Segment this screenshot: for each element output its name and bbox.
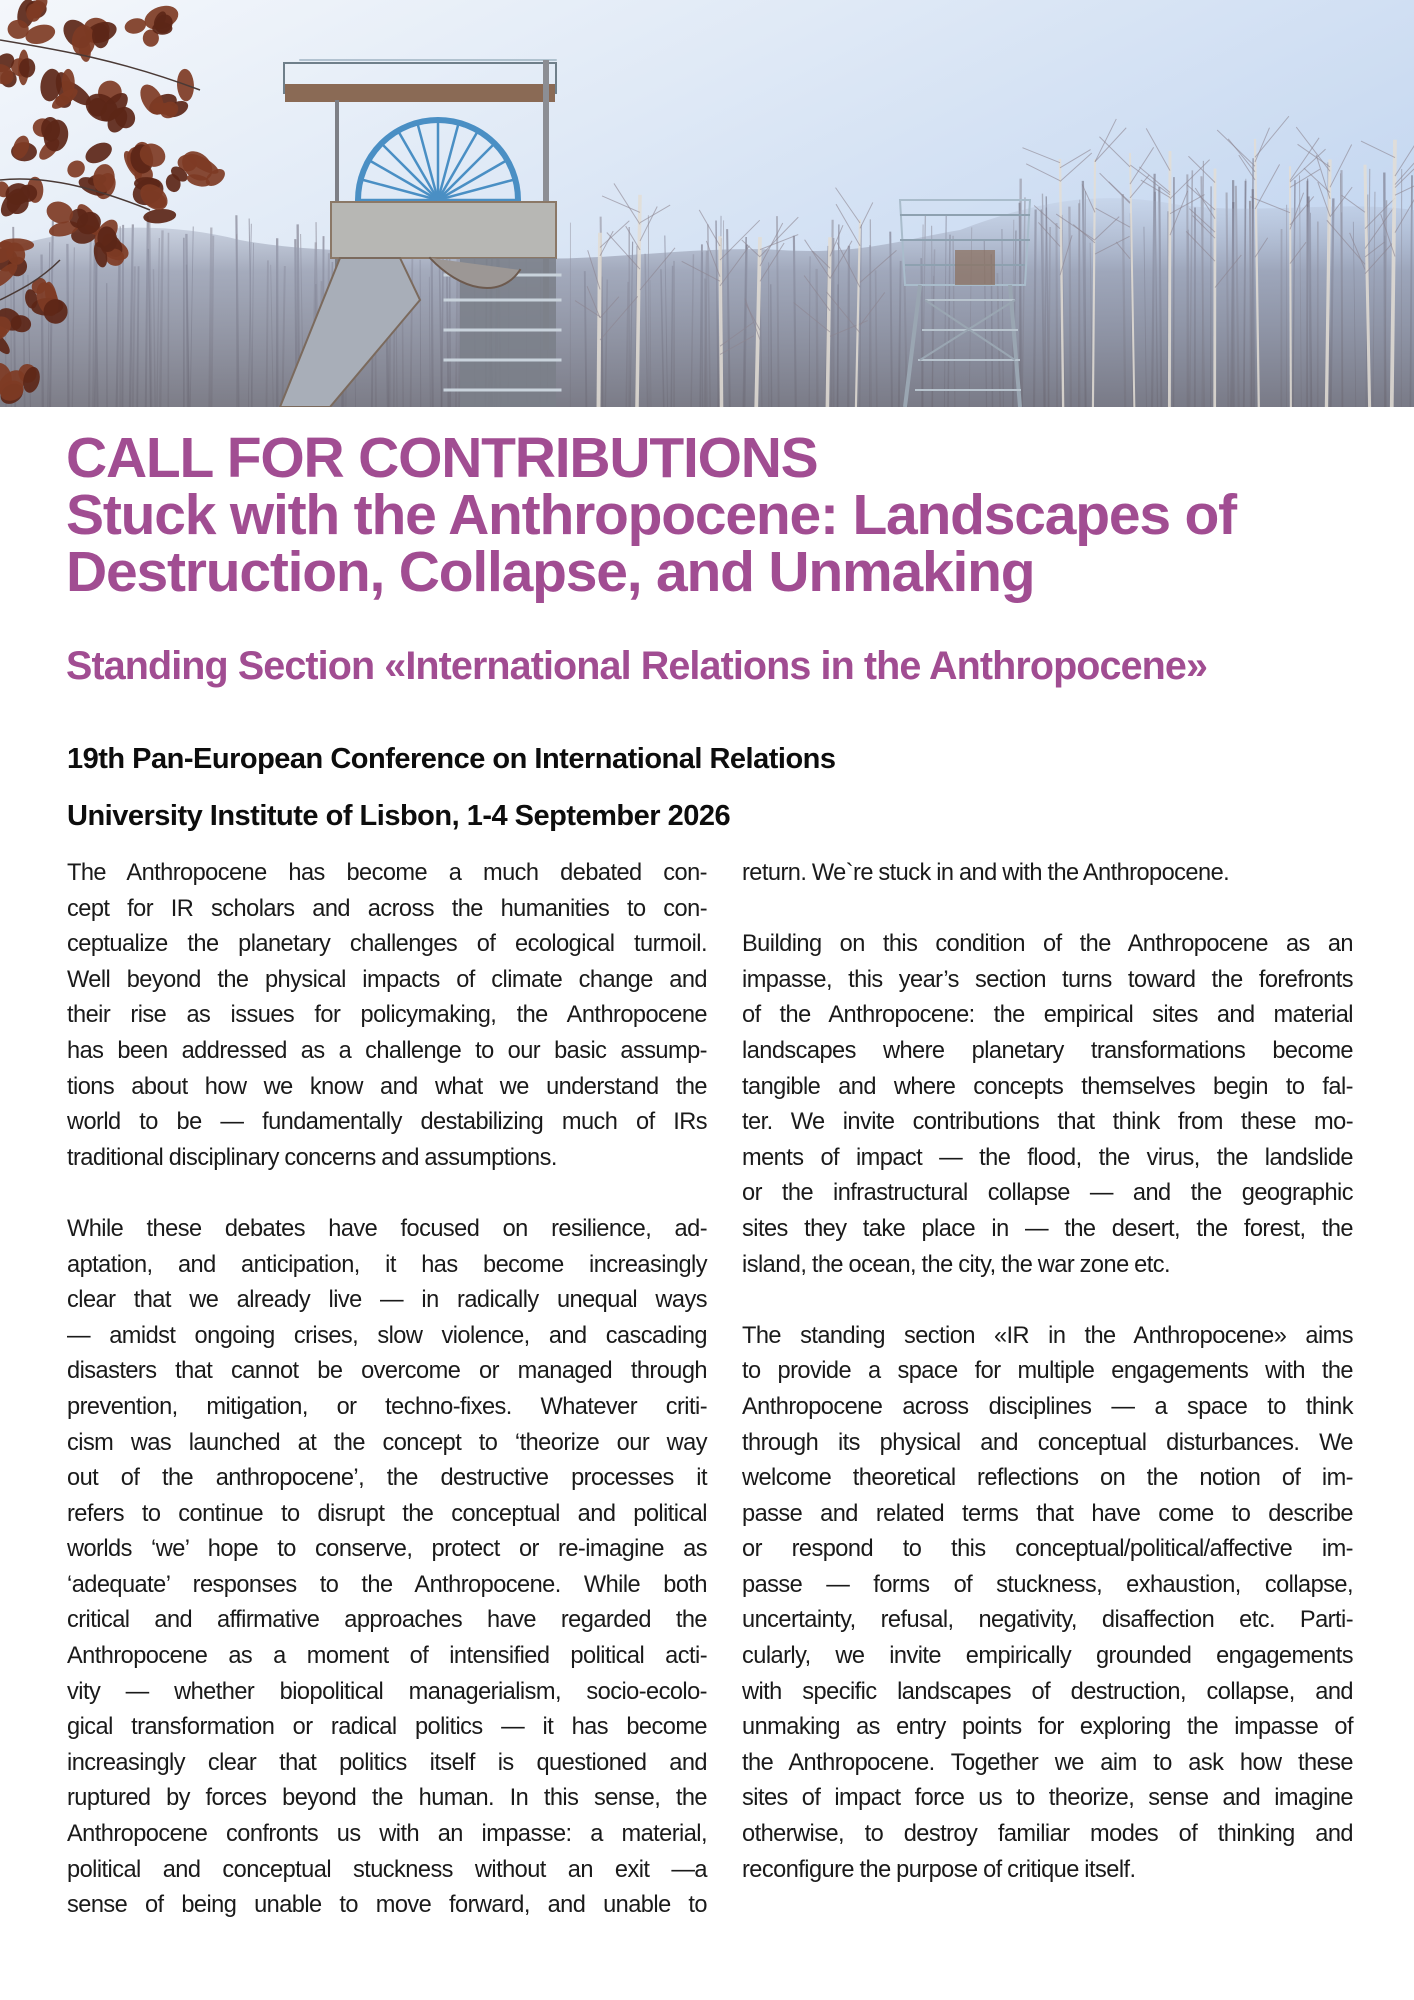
text-line: landscapes where planetary transformations become (742, 1037, 1353, 1064)
paragraph (67, 856, 707, 1176)
text-line: cism was launched at the concept to ‘theorize our way (67, 1429, 707, 1456)
hero-photo (0, 0, 1414, 407)
text-line: or the infrastructural collapse — and the geographic (742, 1180, 1353, 1207)
text-line: tangible and where concepts themselves begin to fal- (742, 1073, 1353, 1100)
text-line: disasters that cannot be overcome or managed through (67, 1358, 707, 1385)
text-line: ments of impact — the flood, the virus, the landslide (742, 1144, 1353, 1171)
text-line: their rise as issues for policymaking, the Anthropocene (67, 1002, 707, 1029)
text-line: Anthropocene confronts us with an impasse: a material, (67, 1821, 707, 1848)
text-line: While these debates have focused on resilience, ad- (67, 1215, 707, 1242)
text-line: prevention, mitigation, or techno-fixes. Whatever criti- (67, 1393, 707, 1420)
text-line: ‘adequate’ responses to the Anthropocene. While both (67, 1571, 707, 1598)
text-line: ceptualize the planetary challenges of ecological turmoil. (67, 931, 707, 958)
text-line: Anthropocene as a moment of intensified political acti- (67, 1643, 707, 1670)
text-line: gical transformation or radical politics — it has become (67, 1714, 707, 1741)
text-line: cularly, we invite empirically grounded engagements (742, 1643, 1353, 1670)
text-line: uncertainty, refusal, negativity, disaffection etc. Parti- (742, 1607, 1353, 1634)
text-line: passe and related terms that have come to describe (742, 1500, 1353, 1527)
text-line: Anthropocene across disciplines — a space to think (742, 1393, 1353, 1420)
text-line: clear that we already live — in radically unequal ways (67, 1287, 707, 1314)
text-line: the Anthropocene. Together we aim to ask how these (742, 1749, 1353, 1776)
event-title-line: Stuck with the Anthropocene: Landscapes of (66, 483, 1236, 547)
paragraph (742, 856, 1353, 892)
text-line: Building on this condition of the Anthropocene as an (742, 931, 1353, 958)
standing-section-heading: Standing Section «International Relations in the Anthropocene» (66, 644, 1208, 688)
text-line: to provide a space for multiple engagements with the (742, 1358, 1353, 1385)
text-line: ter. We invite contributions that think from these mo- (742, 1109, 1353, 1136)
text-line: worlds ‘we’ hope to conserve, protect or re-imagine as (67, 1536, 707, 1563)
text-line: reconfigure the purpose of critique itself. (742, 1856, 1136, 1883)
text-line: critical and affirmative approaches have regarded the (67, 1607, 707, 1634)
text-line: or respond to this conceptual/political/affective im- (742, 1536, 1353, 1563)
text-line: refers to continue to disrupt the conceptual and political (67, 1500, 707, 1527)
text-line: vity — whether biopolitical managerialism, socio-ecolo- (67, 1678, 707, 1705)
text-line: sense of being unable to move forward, and unable to (67, 1892, 707, 1919)
text-line: impasse, this year’s section turns toward the forefronts (742, 966, 1353, 993)
text-line: welcome theoretical reflections on the notion of im- (742, 1465, 1353, 1492)
text-line: of the Anthropocene: the empirical sites and material (742, 1002, 1353, 1029)
text-line: tions about how we know and what we understand the (67, 1073, 707, 1100)
text-line: world to be — fundamentally destabilizing much of IRs (67, 1109, 707, 1136)
text-line: with specific landscapes of destruction, collapse, and (742, 1678, 1353, 1705)
text-line: sites they take place in — the desert, the forest, the (742, 1215, 1353, 1242)
text-line: traditional disciplinary concerns and assumptions. (67, 1144, 557, 1171)
paragraph (742, 927, 1353, 1283)
text-line: — amidst ongoing crises, slow violence, and cascading (67, 1322, 707, 1349)
text-line: cept for IR scholars and across the humanities to con- (67, 895, 707, 922)
event-title (66, 483, 1236, 604)
text-line: return. We`re stuck in and with the Anthropocene. (742, 860, 1230, 886)
text-line: island, the ocean, the city, the war zone etc. (742, 1251, 1170, 1278)
text-line: The Anthropocene has become a much debated con- (67, 860, 707, 886)
text-line: unmaking as entry points for exploring the impasse of (742, 1714, 1353, 1741)
text-line: sites of impact force us to theorize, sense and imagine (742, 1785, 1353, 1812)
text-line: through its physical and conceptual disturbances. We (742, 1429, 1353, 1456)
text-line: out of the anthropocene’, the destructive processes it (67, 1465, 707, 1492)
text-line: has been addressed as a challenge to our basic assump- (67, 1037, 707, 1064)
event-title-line: Destruction, Collapse, and Unmaking (66, 540, 1035, 604)
text-line: aptation, and anticipation, it has become increasingly (67, 1251, 707, 1278)
text-line: Well beyond the physical impacts of climate change and (67, 966, 707, 993)
text-line: ruptured by forces beyond the human. In this sense, the (67, 1785, 707, 1812)
photo-landscape-icon (0, 0, 1414, 407)
text-line: political and conceptual stuckness without an exit —a (67, 1856, 707, 1883)
conference-venue-date: University Institute of Lisbon, 1-4 September 2026 (67, 800, 731, 832)
call-heading: CALL FOR CONTRIBUTIONS (66, 426, 818, 490)
paragraph (742, 1319, 1353, 1889)
text-line: The standing section «IR in the Anthropocene» aims (742, 1322, 1353, 1349)
paragraph (67, 1212, 707, 1924)
body-column-right (742, 856, 1353, 1924)
text-line: otherwise, to destroy familiar modes of thinking and (742, 1821, 1353, 1848)
text-line: increasingly clear that politics itself is questioned and (67, 1749, 707, 1776)
conference-name: 19th Pan-European Conference on International Relations (67, 743, 836, 775)
body-column-left (67, 856, 707, 1959)
text-line: passe — forms of stuckness, exhaustion, collapse, (742, 1571, 1353, 1598)
